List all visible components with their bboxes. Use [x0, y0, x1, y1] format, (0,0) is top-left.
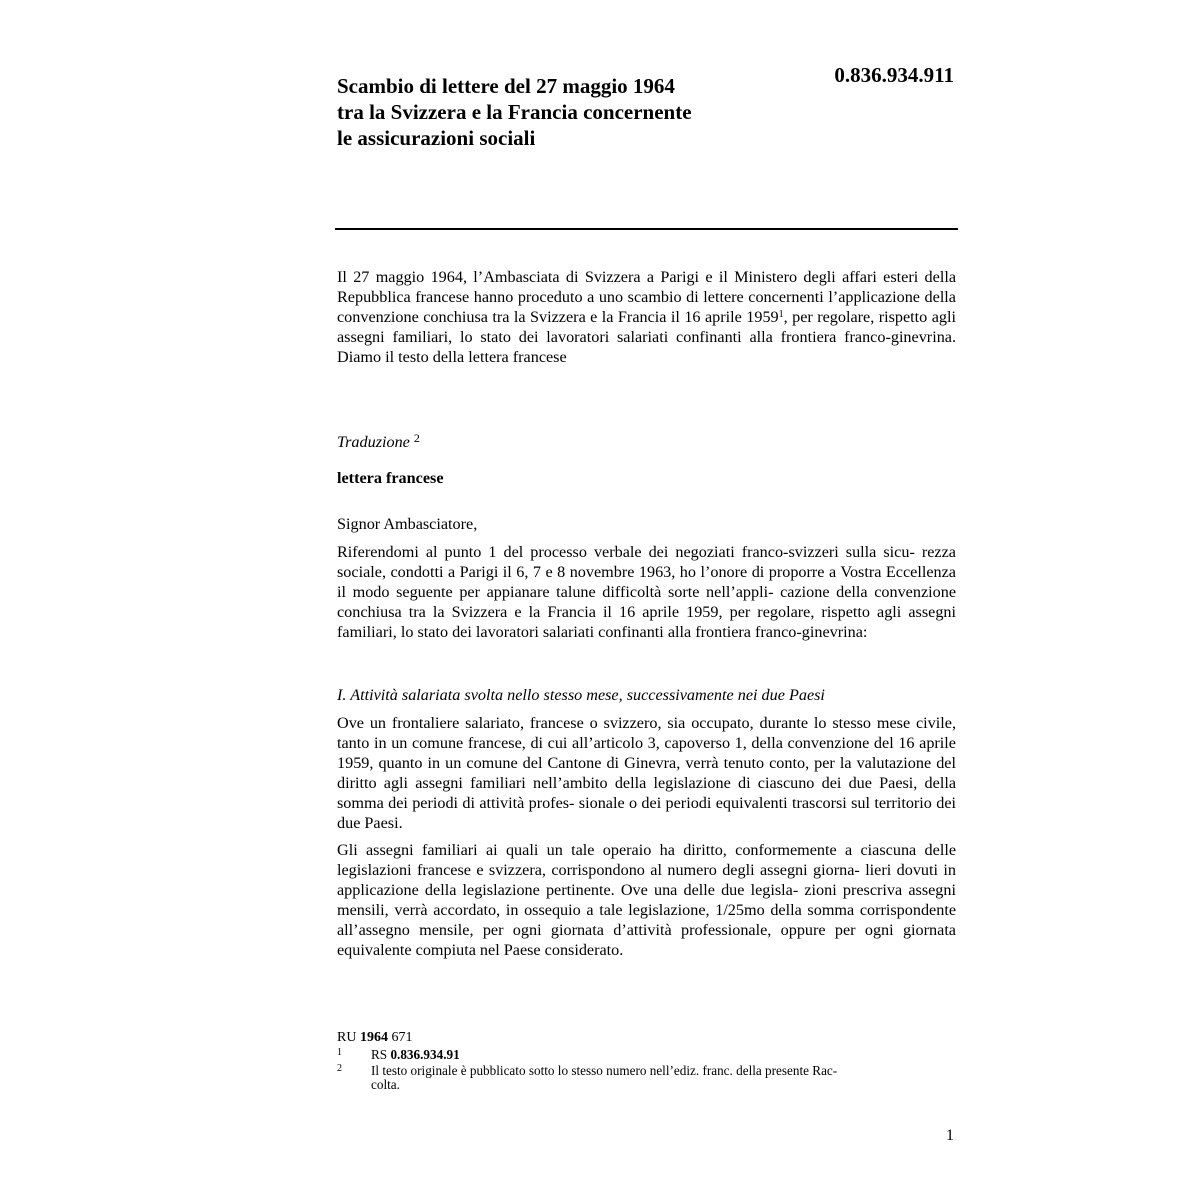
- letter-salutation: Signor Ambasciatore,: [337, 515, 478, 533]
- translation-label: Traduzione: [337, 433, 410, 451]
- paragraph-line: per regolare, rispetto agli assegni familiari, lo stato dei lavoratori salariati confinanti: [337, 603, 956, 641]
- paragraph-line: tenuto conto, per la valutazione del diritto agli assegni familiari nell’ambito della: [337, 754, 956, 792]
- footnote-ref-2[interactable]: 2: [413, 431, 420, 445]
- letter-paragraph-2: [337, 713, 956, 833]
- footnote-text: [371, 1064, 945, 1092]
- footnote-text: [371, 1048, 945, 1062]
- paragraph-line: lieri dovuti in applicazione della legislazione pertinente. Ove una delle due legisla-: [337, 861, 957, 899]
- section-heading-1: I. Attività salariata svolta nello stesso mese, successivamente nei due Paesi: [337, 686, 825, 704]
- paragraph-line: cazione della convenzione conchiusa tra la Svizzera e la Francia il 16 aprile 1959,: [337, 583, 957, 621]
- ru-prefix: RU: [337, 1030, 357, 1045]
- footnote-prefix: RS: [371, 1047, 388, 1062]
- paragraph-line: professionale, oppure per ogni giornata equivalente compiuta nel Paese considerato.: [337, 921, 956, 959]
- intro-line: della Repubblica francese hanno proceduto a uno scambio di lettere concernenti: [337, 268, 957, 306]
- header-divider: [335, 228, 958, 230]
- footnote-number: 2: [337, 1063, 342, 1074]
- paragraph-line: Ove un frontaliere salariato, francese o svizzero, sia occupato, durante lo stesso: [337, 714, 872, 732]
- title-line: le assicurazioni sociali: [337, 126, 536, 150]
- letter-paragraph-3: [337, 840, 956, 960]
- footnote-ref-1[interactable]: 1: [778, 309, 784, 320]
- sr-number: 0.836.934.911: [834, 63, 954, 87]
- ru-year: 1964: [359, 1030, 388, 1045]
- intro-line: l’applicazione della convenzione conchiusa tra la Svizzera e la Francia il 16 aprile: [337, 288, 956, 326]
- footnote-line: Il testo originale è pubblicato sotto lo stesso numero nell’ediz. franc. della presente Rac-: [371, 1063, 838, 1078]
- paragraph-line: mese civile, tanto in un comune francese, di cui all’articolo 3, capoverso 1, della: [337, 714, 957, 752]
- page-number: 1: [945, 1126, 954, 1144]
- paragraph-line: Gli assegni familiari ai quali un tale operaio ha diritto, conformemente a ciascuna: [337, 841, 917, 859]
- footnote-sr-number: 0.836.934.91: [390, 1047, 460, 1062]
- title-line: Scambio di lettere del 27 maggio 1964: [337, 74, 675, 98]
- ru-reference: [337, 1029, 412, 1046]
- paragraph-line: Riferendomi al punto 1 del processo verbale dei negoziati franco-svizzeri sulla sicu-: [337, 543, 915, 561]
- intro-line: Il 27 maggio 1964, l’Ambasciata di Svizzera a Parigi e il Ministero degli affari esteri: [337, 268, 919, 286]
- ru-page: 671: [391, 1030, 413, 1045]
- footnote-number: 1: [337, 1047, 342, 1058]
- paragraph-line: zioni prescriva assegni mensili, verrà accordato, in ossequio a tale legislazione,: [337, 881, 956, 919]
- intro-line: , per regolare, rispetto agli assegni familiari, lo stato dei lavoratori salariati: [337, 308, 956, 346]
- translation-note: [337, 432, 420, 452]
- paragraph-line: delle legislazioni francese e svizzera, corrispondono al numero degli assegni giorna-: [337, 841, 957, 879]
- intro-line: confinanti alla frontiera franco-ginevrina. Diamo il testo della lettera francese: [337, 328, 957, 366]
- intro-line: 1959: [746, 308, 779, 326]
- letter-paragraph-1: [337, 542, 956, 642]
- paragraph-line: 1/25mo della somma corrispondente all’assegno mensile, per ogni giornata d’attività: [337, 901, 957, 939]
- paragraph-line: rezza sociale, condotti a Parigi il 6, 7 e 8 novembre 1963, ho l’onore di proporre a: [337, 543, 956, 581]
- paragraph-line: legislazione di ciascuno dei due Paesi, della somma dei periodi di attività profes-: [337, 774, 957, 812]
- paragraph-line: sionale o dei periodi equivalenti trascorsi sul territorio dei due Paesi.: [337, 794, 957, 832]
- document-title: [337, 73, 777, 151]
- footnote-line: colta.: [371, 1077, 400, 1092]
- intro-paragraph: [337, 267, 956, 367]
- paragraph-line: Vostra Eccellenza il modo seguente per appianare talune difficoltà sorte nell’appli-: [337, 563, 956, 601]
- title-line: tra la Svizzera e la Francia concernente: [337, 100, 692, 124]
- paragraph-line: convenzione del 16 aprile 1959, quanto in un comune del Cantone di Ginevra, verrà: [337, 734, 956, 772]
- letter-heading: lettera francese: [337, 469, 444, 487]
- paragraph-line: alla frontiera franco-ginevrina:: [667, 623, 868, 641]
